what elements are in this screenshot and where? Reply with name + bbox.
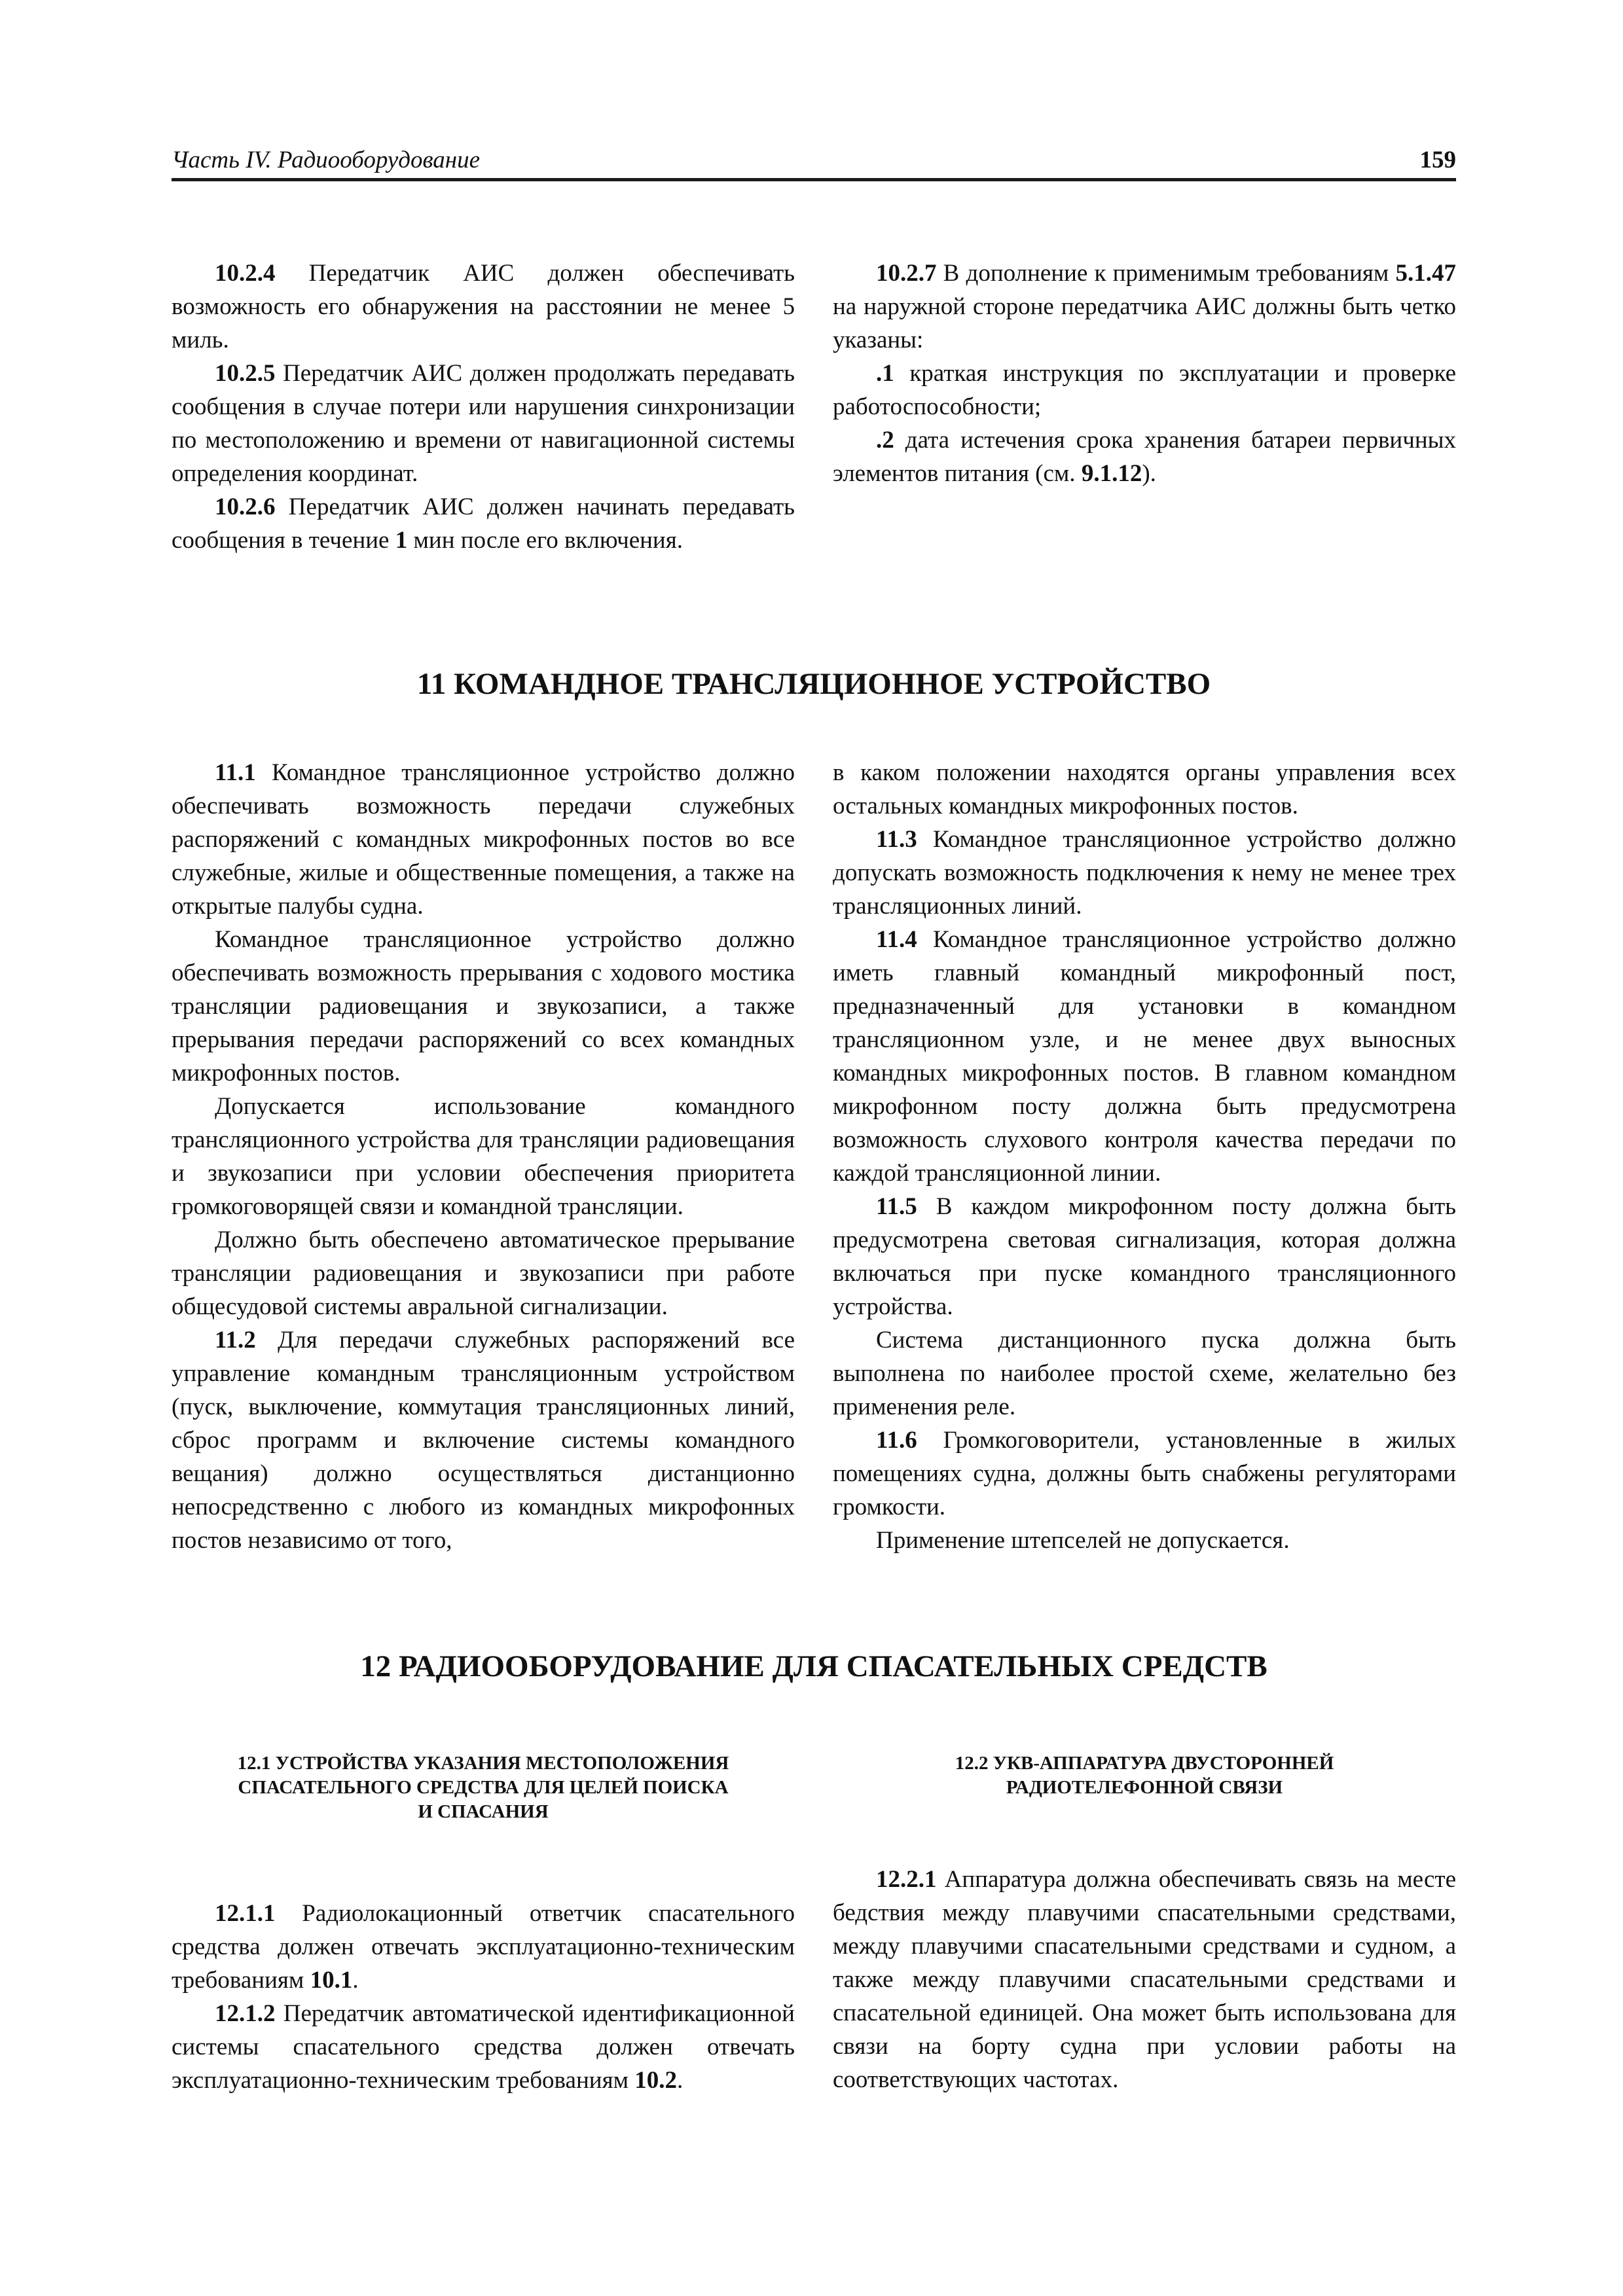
paragraph-11-5: 11.5 В каждом микрофонном посту должна быть предусмотрена световая сигнализация, которая должна включаться при пуске командного трансляционного устройства. — [833, 1193, 1456, 1320]
subsection-12-1-heading: 12.1 УСТРОЙСТВА УКАЗАНИЯ МЕСТОПОЛОЖЕНИЯ СПАСАТЕЛЬНОГО СРЕДСТВА ДЛЯ ЦЕЛЕЙ ПОИСКА И СПАСАНИЯ — [237, 1753, 729, 1822]
paragraph-11-3: 11.3 Командное трансляционное устройство должно допускать возможность подключения к нему не менее трех трансляционных линий. — [833, 826, 1456, 920]
section-11-title: 11 КОМАНДНОЕ ТРАНСЛЯЦИОННОЕ УСТРОЙСТВО — [416, 667, 1211, 701]
paragraph-11-1-b: Командное трансляционное устройство должно обеспечивать возможность прерывания с ходового мостика трансляции радиовещания и звукозаписи, а также прерывания передачи распоряжений со всех командных микрофонных постов. — [172, 926, 795, 1086]
running-title: Часть IV. Радиооборудование — [172, 147, 481, 173]
paragraph-12-1-1: 12.1.1 Радиолокационный ответчик спасательного средства должен отвечать эксплуатационно-техническим требованиям 10.1. — [172, 1900, 795, 1994]
sec10-right-column — [833, 257, 1456, 490]
list-item-1: .1 краткая инструкция по эксплуатации и проверке работоспособности; — [833, 360, 1456, 420]
list-item-2: .2 дата истечения срока хранения батареи первичных элементов питания (см. 9.1.12). — [833, 427, 1456, 487]
paragraph-11-1-d: Должно быть обеспечено автоматическое прерывание трансляции радиовещания и звукозаписи при работе общесудовой системы авральной сигнализации. — [172, 1227, 795, 1320]
sec11-left-column — [172, 756, 795, 1557]
paragraph-10-2-4: 10.2.4 Передатчик АИС должен обеспечивать возможность его обнаружения на расстоянии не менее 5 миль. — [172, 260, 795, 353]
sec12-right-column — [833, 1863, 1456, 2096]
page-header — [172, 145, 1456, 181]
paragraph-11-6-b: Применение штепселей не допускается. — [876, 1527, 1290, 1554]
sec12-left-column — [172, 1897, 795, 2097]
sec11-right-column — [833, 756, 1456, 1557]
paragraph-12-2-1: 12.2.1 Аппаратура должна обеспечивать связь на месте бедствия между плавучими спасательными средствами, между плавучими спасательными средствами и судном, а также между плавучими спасательными средствами и спасательной единицей. Она может быть использована для связи на борту судна при условии работы на соответствующих частотах. — [833, 1866, 1456, 2093]
paragraph-10-2-5: 10.2.5 Передатчик АИС должен продолжать передавать сообщения в случае потери или нарушения синхронизации по местоположению и времени от навигационной системы определения координат. — [172, 360, 795, 487]
paragraph-12-1-2: 12.1.2 Передатчик автоматической идентификационной системы спасательного средства должен отвечать эксплуатационно-техническим требованиям 10.2. — [172, 2000, 795, 2094]
paragraph-11-2: 11.2 Для передачи служебных распоряжений все управление командным трансляционным устройством (пуск, выключение, коммутация трансляционных линий, сброс программ и включение системы командного вещания) должно осуществляться дистанционно непосредственно с любого из командных микрофонных постов независимо от того, — [172, 1327, 795, 1554]
paragraph-11-4: 11.4 Командное трансляционное устройство должно иметь главный командный микрофонный пост, предназначенный для установки в командном трансляционном узле, и не менее двух выносных командных микрофонных постов. В главном командном микрофонном посту должна быть предусмотрена возможность слухового контроля качества передачи по каждой трансляционной линии. — [833, 926, 1456, 1187]
subsection-12-2-heading: 12.2 УКВ-АППАРАТУРА ДВУСТОРОННЕЙ РАДИОТЕЛЕФОННОЙ СВЯЗИ — [955, 1753, 1334, 1798]
paragraph-11-1: 11.1 Командное трансляционное устройство должно обеспечивать возможность передачи служебных распоряжений с командных микрофонных постов во все служебные, жилые и общественные помещения, а также на открытые палубы судна. — [172, 759, 795, 920]
sec10-left-column — [172, 257, 795, 557]
paragraph-11-2-continued: в каком положении находятся органы управления всех остальных командных микрофонных постов. — [833, 759, 1456, 819]
paragraph-11-5-b: Система дистанционного пуска должна быть выполнена по наиболее простой схеме, желательно без применения реле. — [833, 1327, 1456, 1420]
paragraph-10-2-6: 10.2.6 Передатчик АИС должен начинать передавать сообщения в течение 1 мин после его включения. — [172, 493, 795, 554]
section-12-title: 12 РАДИООБОРУДОВАНИЕ ДЛЯ СПАСАТЕЛЬНЫХ СРЕДСТВ — [360, 1649, 1267, 1683]
paragraph-11-1-c: Допускается использование командного трансляционного устройства для трансляции радиовещания и звукозаписи при условии обеспечения приоритета громкоговорящей связи и командной трансляции. — [172, 1093, 795, 1220]
paragraph-10-2-7: 10.2.7 В дополнение к применимым требованиям 5.1.47 на наружной стороне передатчика АИС должны быть четко указаны: — [833, 260, 1456, 353]
paragraph-11-6: 11.6 Громкоговорители, установленные в жилых помещениях судна, должны быть снабжены регуляторами громкости. — [833, 1427, 1456, 1520]
page-number: 159 — [1419, 147, 1456, 173]
